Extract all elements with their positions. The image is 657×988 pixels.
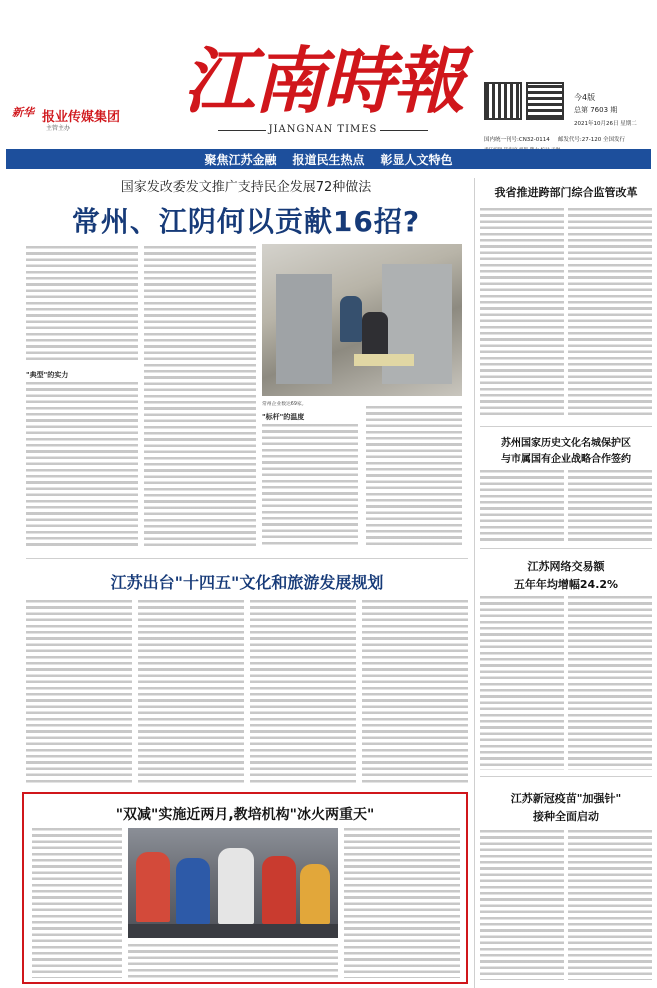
featured-body-col3 [344, 828, 460, 978]
right-top-body-1 [480, 208, 564, 418]
column-divider [474, 178, 475, 988]
right-top-body-2 [568, 208, 652, 418]
lead-body-col1 [26, 246, 138, 364]
child-figure [218, 848, 254, 924]
right-bottom-body-1 [480, 830, 564, 980]
masthead-rule-left [218, 130, 266, 131]
right-mid-body-2 [568, 470, 652, 542]
right-mid-title-2: 与市属国有企业战略合作签约 [501, 454, 631, 465]
masthead-title: 江南時報 [182, 38, 463, 123]
right-bottom-title-2: 接种全面启动 [533, 810, 599, 823]
right-bottom-story [480, 780, 652, 986]
featured-body-col2 [128, 944, 338, 978]
machine-shape [276, 274, 332, 384]
header [0, 0, 657, 148]
mid-story [26, 562, 468, 790]
child-figure [300, 864, 330, 924]
featured-body-col1 [32, 828, 122, 978]
slogan-3: 彰显人文特色 [380, 152, 453, 167]
machine-shape [382, 264, 452, 384]
lead-photo-caption: 常州企业数达69家。 [262, 402, 307, 407]
qr-code-icon [526, 82, 564, 120]
issue-info [574, 92, 654, 127]
lead-photo [262, 244, 462, 396]
qr-code-icon [484, 82, 522, 120]
lead-subhead-1: "典型"的实力 [26, 371, 69, 379]
right-mid-story [480, 430, 652, 546]
lead-body-col3 [144, 406, 256, 407]
mid-body-col2 [138, 600, 244, 786]
slogan-1: 聚焦江苏金融 [204, 152, 277, 167]
section-divider [480, 426, 652, 427]
section-divider [26, 558, 468, 559]
right-top-story [480, 178, 652, 424]
featured-title: "双减"实施近两月,教培机构"冰火两重天" [115, 807, 375, 823]
slogan-bar [6, 149, 651, 169]
mid-body-col3 [250, 600, 356, 786]
section-divider [480, 776, 652, 777]
group-name: 报业传媒集团 [42, 110, 121, 125]
mid-body-col4 [362, 600, 468, 786]
masthead-en: JIANGNAN TIMES [268, 124, 378, 135]
floor-shape [128, 924, 338, 938]
right-low-title-1: 江苏网络交易额 [527, 560, 605, 573]
masthead-rule-right [380, 130, 428, 131]
right-mid-body-1 [480, 470, 564, 542]
machine-shape [354, 354, 414, 366]
lead-title: 常州、江阴何以贡献16招? [71, 205, 421, 238]
worker-figure [340, 296, 362, 342]
mid-story-title: 江苏出台"十四五"文化和旅游发展规划 [110, 573, 384, 592]
sponsor-label: 主管主办 [46, 125, 71, 132]
group-logo [12, 104, 162, 134]
right-mid-title-1: 苏州国家历史文化名城保护区 [501, 438, 631, 449]
right-bottom-title-1: 江苏新冠疫苗"加强针" [510, 792, 622, 805]
child-figure [262, 856, 296, 924]
group-logo-icon: 新华 [12, 106, 34, 119]
right-low-story [480, 552, 652, 774]
masthead [178, 38, 468, 148]
mid-body-col1 [26, 600, 132, 786]
featured-story [22, 792, 468, 984]
child-figure [136, 852, 170, 922]
page-count: 今4版 [574, 93, 596, 102]
lead-subhead-2: "标杆"的温度 [262, 413, 305, 421]
right-low-body-2 [568, 596, 652, 770]
lead-kicker: 国家发改委发文推广支持民企发展72种做法 [120, 180, 372, 195]
lead-body-col1b [26, 382, 138, 548]
lead-body-col2 [144, 246, 256, 548]
lead-story [26, 176, 466, 554]
lead-body-col4 [366, 406, 462, 548]
right-low-title-2: 五年年均增幅24.2% [513, 578, 619, 591]
right-low-body-1 [480, 596, 564, 770]
lead-body-col3b [262, 424, 358, 548]
post-code: 邮发代号:27-120 全国发行 [557, 137, 625, 143]
slogan-2: 报道民生热点 [292, 152, 365, 167]
right-top-title: 我省推进跨部门综合监管改革 [494, 186, 638, 199]
right-bottom-body-2 [568, 830, 652, 980]
section-divider [480, 548, 652, 549]
cn-number: 国内统一刊号:CN32-0114 [484, 137, 550, 143]
issue-date: 2021年10月26日 星期二 [574, 121, 637, 127]
issue-number: 总第 7603 期 [574, 106, 618, 114]
featured-photo [128, 828, 338, 938]
child-figure [176, 858, 210, 924]
